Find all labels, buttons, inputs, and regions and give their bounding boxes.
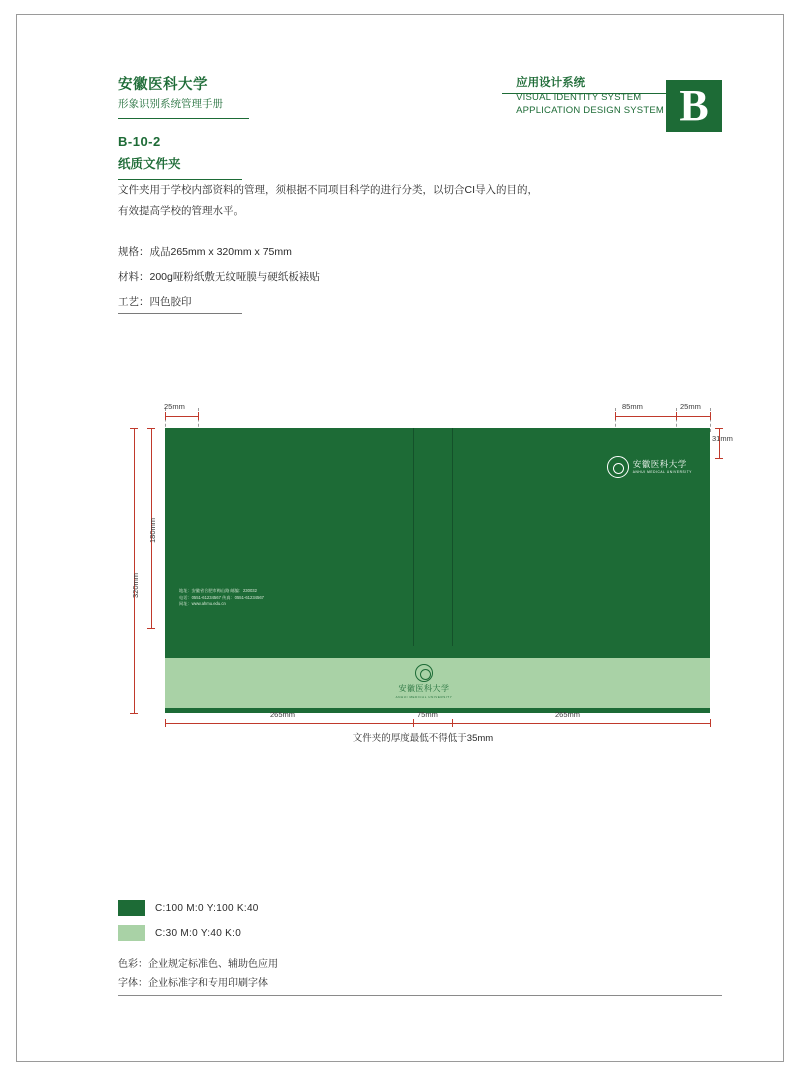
spine-logo-en: ANHUI MEDICAL UNIVERSITY — [395, 695, 453, 699]
cover-logo-en: ANHUI MEDICAL UNIVERSITY — [632, 470, 692, 474]
dim-tick-e — [710, 412, 711, 420]
swatch-label-secondary: C:30 M:0 Y:40 K:0 — [155, 927, 242, 939]
swatch-chip-primary — [118, 900, 145, 916]
dim-line-top-left — [165, 416, 198, 417]
section-code: B-10-2 — [118, 134, 161, 149]
dim-line-top-85 — [615, 416, 676, 417]
dim-line-320mm — [134, 428, 135, 713]
dim-tick-a — [165, 412, 166, 420]
system-name-en-2: APPLICATION DESIGN SYSTEM — [516, 105, 664, 116]
color-swatches — [118, 900, 548, 950]
note-color: 色彩：企业规定标准色、辅助色应用 — [118, 959, 278, 970]
swatch-row — [118, 900, 548, 916]
org-name: 安徽医科大学 — [118, 77, 208, 93]
spine-logo — [369, 664, 479, 700]
description-paragraph: 文件夹用于学校内部资料的管理，须根据不同项目科学的进行分类，以切合CI导入的目的，有效提高学校的管理水平。 — [118, 184, 538, 217]
dim-tick-f — [715, 428, 723, 429]
dim-line-bottom — [165, 723, 710, 724]
header-right — [516, 76, 664, 117]
dim-label-top-25: 25mm — [680, 402, 701, 411]
dim-tick-j — [130, 428, 138, 429]
dim-label-320mm: 320mm — [131, 572, 140, 598]
dim-tick-c — [615, 412, 616, 420]
dim-label-right-vertical: 31mm — [712, 434, 733, 443]
spec-divider — [118, 313, 242, 314]
swatch-label-primary: C:100 M:0 Y:100 K:40 — [155, 902, 259, 914]
dim-tick-i — [147, 628, 155, 629]
dim-line-right-vertical — [719, 428, 720, 458]
spec-process: 工艺：四色胶印 — [118, 296, 192, 308]
system-name-cn: 应用设计系统 — [516, 77, 586, 89]
dim-tick-g — [715, 458, 723, 459]
contact-address: 地址：安徽省合肥市梅山路 邮编：230032 — [179, 588, 257, 593]
dim-label-top-left: 25mm — [164, 402, 185, 411]
diagram-caption: 文件夹的厚度最低不得低于35mm — [352, 733, 494, 744]
swatch-row — [118, 925, 548, 941]
folder-dark-band — [165, 646, 710, 658]
folder-artwork — [165, 428, 710, 713]
spec-material: 材料：200g哑粉纸敷无纹哑膜与硬纸板裱贴 — [118, 271, 320, 283]
section-letter-badge: B — [666, 80, 722, 132]
folder-diagram — [118, 398, 733, 748]
cover-logo — [607, 456, 692, 478]
dim-label-bottom-left: 265mm — [270, 710, 296, 719]
spine-logo-cn: 安徽医科大学 — [398, 684, 450, 693]
usage-notes — [118, 955, 548, 993]
header-left — [118, 76, 223, 112]
dim-tick-h — [147, 428, 155, 429]
org-subtitle: 形象识别系统管理手册 — [118, 98, 223, 110]
spec-size: 规格：成品265mm x 320mm x 75mm — [118, 246, 292, 258]
header-left-divider — [118, 118, 249, 119]
contact-phone: 电话：0551-61234567 传真：0551-61234567 — [179, 594, 264, 600]
spec-list — [118, 240, 548, 315]
university-crest-icon — [415, 664, 433, 682]
dim-tick-b — [198, 412, 199, 420]
dim-label-bottom-right: 265mm — [555, 710, 581, 719]
dim-tick-o — [710, 719, 711, 727]
dim-label-bottom-mid: 75mm — [417, 710, 438, 719]
dim-tick-k — [130, 713, 138, 714]
dim-tick-l — [165, 719, 166, 727]
page-header — [118, 76, 722, 128]
dim-tick-m — [413, 719, 414, 727]
dim-tick-n — [452, 719, 453, 727]
note-font: 字体：企业标准字和专用印刷字体 — [118, 978, 268, 989]
contact-web: 网址：www.ahmu.edu.cn — [179, 601, 226, 606]
system-name-en-1: VISUAL IDENTITY SYSTEM — [516, 92, 642, 103]
university-crest-icon — [607, 456, 629, 478]
section-heading — [118, 134, 618, 180]
cover-logo-cn: 安徽医科大学 — [632, 459, 687, 469]
dim-label-top-85: 85mm — [622, 402, 643, 411]
dim-line-top-25 — [676, 416, 710, 417]
dim-label-180mm: 180mm — [148, 517, 157, 543]
swatch-chip-secondary — [118, 925, 145, 941]
contact-block — [179, 588, 264, 608]
section-title: 纸质文件夹 — [118, 157, 181, 171]
footer-divider — [118, 995, 722, 996]
